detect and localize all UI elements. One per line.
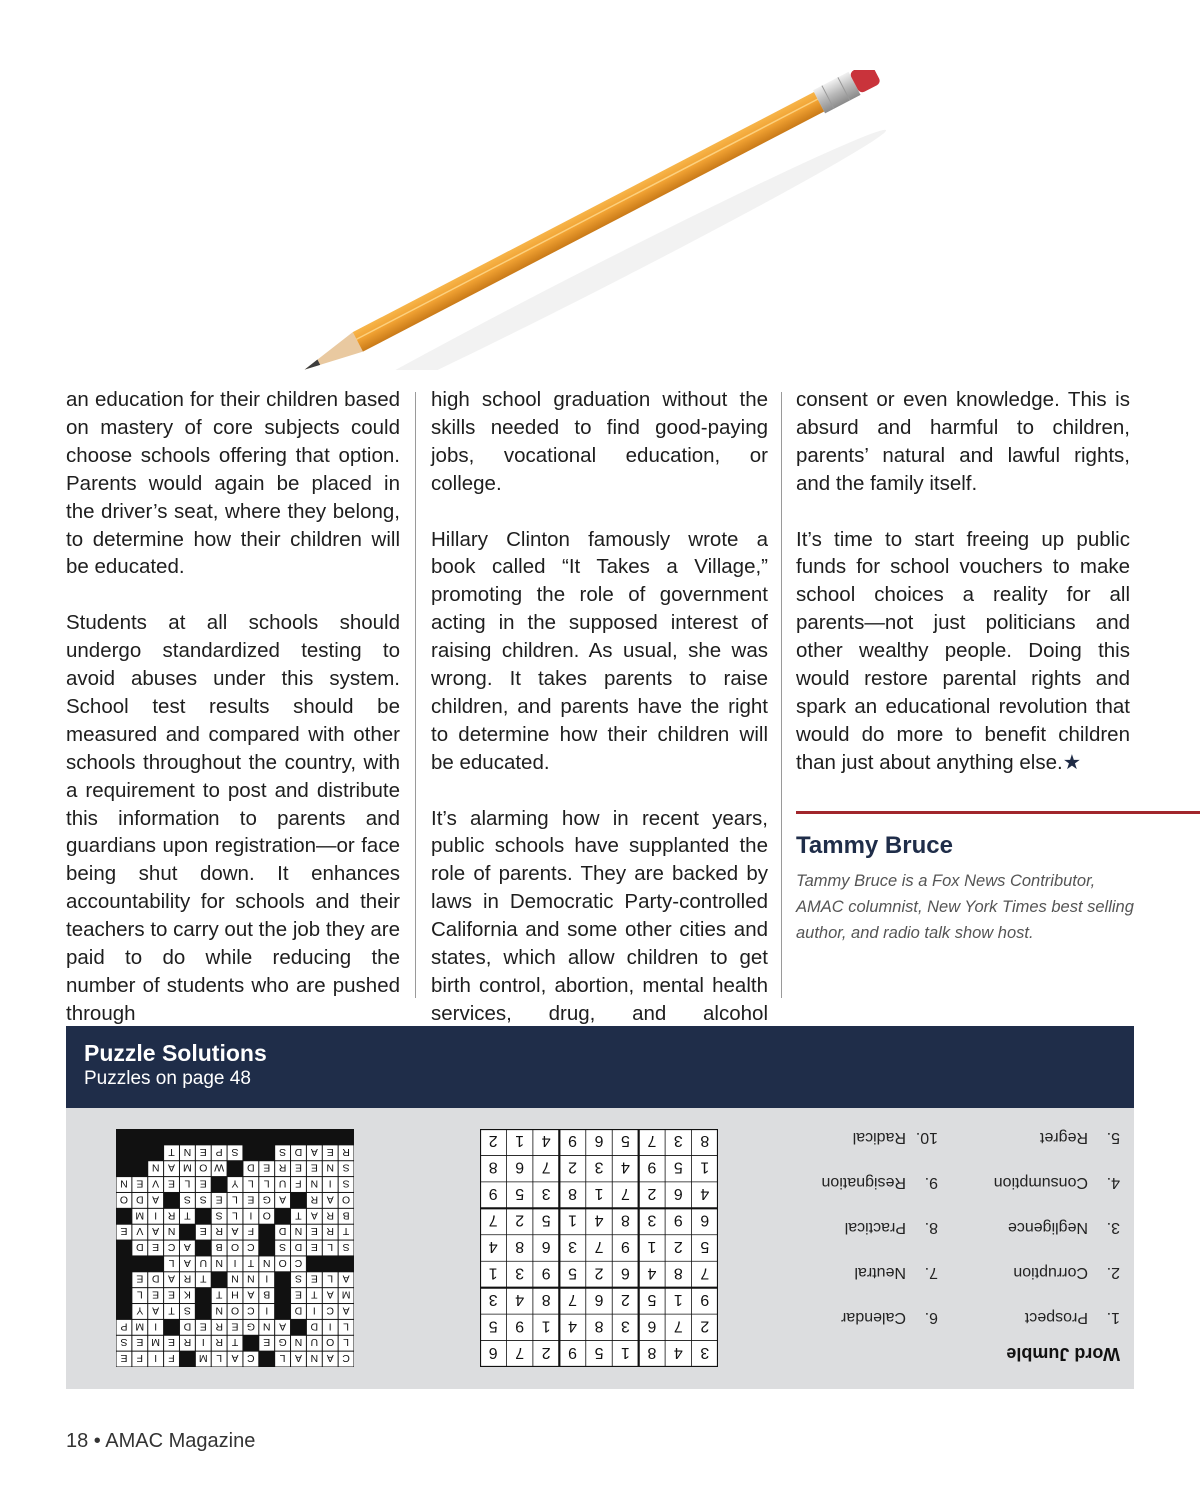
sudoku-digit: 2 — [647, 1185, 657, 1203]
sudoku-digit: 5 — [568, 1264, 578, 1282]
crossword-letter: M — [135, 1320, 145, 1333]
crossword-letter: N — [215, 1256, 223, 1269]
crossword-letter: S — [231, 1145, 239, 1158]
end-star-icon: ★ — [1062, 750, 1082, 774]
crossword-letter: Y — [231, 1177, 239, 1190]
crossword-letter: E — [294, 1288, 302, 1301]
article-paragraph: high school graduation without the skills needed to find good-paying jobs, vocational education, or college. — [431, 388, 768, 495]
word-jumble-item: 3.Negligence — [1007, 1219, 1120, 1236]
word-jumble-item: 10.Radical — [852, 1129, 938, 1146]
crossword-letter: L — [168, 1256, 175, 1269]
sudoku-digit: 6 — [647, 1317, 657, 1335]
crossword-letter: P — [120, 1320, 128, 1333]
author-divider — [796, 811, 1200, 814]
crossword-letter: E — [263, 1161, 271, 1174]
crossword-letter: F — [247, 1225, 255, 1238]
sudoku-digit: 1 — [594, 1185, 604, 1203]
crossword-letter: B — [263, 1288, 271, 1301]
crossword-letter: C — [247, 1241, 255, 1253]
crossword-letter: S — [279, 1241, 287, 1253]
sudoku-digit: 5 — [673, 1158, 683, 1176]
crossword-letter: H — [231, 1288, 239, 1301]
crossword-letter: O — [119, 1193, 129, 1206]
crossword-letter: V — [152, 1177, 160, 1190]
crossword-letter: M — [183, 1161, 192, 1174]
crossword-letter: C — [247, 1304, 255, 1317]
sudoku-digit: 4 — [594, 1211, 604, 1229]
sudoku-digit: 5 — [488, 1317, 498, 1335]
sudoku-digit: 5 — [620, 1132, 630, 1150]
article-paragraph: Hillary Clinton famously wrote a book called “It Takes a Village,” promoting the role of government acting in the supposed interest of raising children. As usual, she was wrong. It takes parents to raise children, and parents have the right to determine how their children will be educated. — [431, 527, 768, 774]
crossword-letter: E — [136, 1272, 144, 1285]
sudoku-digit: 5 — [647, 1290, 657, 1308]
word-jumble-item: 6.Calendar — [841, 1309, 938, 1326]
crossword-letter: I — [201, 1336, 205, 1349]
crossword-letter: E — [136, 1336, 144, 1349]
crossword-letter: E — [263, 1336, 271, 1349]
crossword-letter: E — [152, 1241, 160, 1253]
crossword-letter: I — [154, 1352, 158, 1365]
crossword-letter: T — [231, 1336, 239, 1349]
crossword-letter: C — [342, 1352, 350, 1365]
crossword-letter: D — [136, 1241, 144, 1253]
crossword-letter: A — [247, 1288, 255, 1301]
sudoku-digit: 9 — [700, 1290, 710, 1308]
crossword-letter: M — [341, 1288, 351, 1301]
sudoku-digit: 7 — [568, 1290, 578, 1308]
sudoku-digit: 4 — [488, 1238, 498, 1255]
crossword-letter: A — [231, 1225, 239, 1238]
crossword-letter: R — [215, 1225, 223, 1238]
word-jumble-item: 4.Consumption — [993, 1174, 1120, 1191]
sudoku-digit: 6 — [620, 1264, 630, 1282]
sudoku-digit: 7 — [700, 1264, 710, 1282]
sudoku-digit: 4 — [568, 1317, 578, 1335]
sudoku-digit: 7 — [594, 1238, 604, 1255]
word-jumble-title: Word Jumble — [1006, 1344, 1120, 1364]
crossword-letter: N — [262, 1320, 271, 1333]
crossword-letter: I — [312, 1304, 316, 1317]
crossword-letter: E — [310, 1272, 318, 1285]
crossword-letter: S — [199, 1193, 207, 1206]
crossword-letter: Y — [136, 1304, 144, 1317]
word-jumble-item: 5.Regret — [1039, 1129, 1120, 1146]
crossword-letter: K — [183, 1288, 191, 1301]
crossword-letter: L — [279, 1352, 286, 1365]
crossword-letter: A — [294, 1352, 302, 1365]
sudoku-digit: 7 — [515, 1343, 525, 1361]
sudoku-digit: 7 — [541, 1158, 551, 1176]
crossword-letter: O — [230, 1241, 240, 1253]
crossword-letter: S — [183, 1193, 191, 1206]
crossword-letter: A — [279, 1193, 287, 1206]
crossword-letter: E — [310, 1241, 318, 1253]
crossword-letter: B — [215, 1241, 223, 1253]
sudoku-digit: 2 — [515, 1211, 525, 1229]
crossword-letter: A — [183, 1241, 191, 1253]
crossword-letter: I — [154, 1320, 158, 1333]
crossword-letter: A — [326, 1352, 334, 1365]
crossword-letter: L — [247, 1177, 254, 1190]
sudoku-digit: 1 — [568, 1211, 578, 1229]
crossword-letter: T — [200, 1272, 207, 1285]
crossword-letter: L — [232, 1193, 238, 1206]
word-jumble-item: 1.Prospect — [1024, 1309, 1120, 1326]
sudoku-digit: 3 — [515, 1264, 525, 1282]
sudoku-digit: 9 — [515, 1317, 525, 1335]
sudoku-digit: 5 — [700, 1238, 710, 1255]
crossword-letter: E — [199, 1225, 207, 1238]
article-paragraph: It’s time to start freeing up public funds for school vouchers to make school choices a reality for all parents—not just politicians and other wealthy people. Doing this would restore parental rights and spark an educational revolution that would do more to benefit children than just about anything else. — [796, 527, 1130, 774]
sudoku-digit: 1 — [647, 1238, 657, 1255]
crossword-letter: R — [167, 1209, 176, 1222]
crossword-letter: S — [342, 1177, 350, 1190]
word-jumble-solution — [790, 1124, 1120, 1364]
crossword-letter: N — [310, 1177, 319, 1190]
crossword-letter: D — [151, 1272, 160, 1285]
crossword-letter: R — [215, 1336, 223, 1349]
sudoku-digit: 1 — [488, 1264, 498, 1282]
sudoku-digit: 3 — [700, 1343, 710, 1361]
sudoku-digit: 1 — [673, 1290, 683, 1308]
crossword-letter: O — [326, 1336, 335, 1349]
crossword-letter: G — [246, 1320, 255, 1333]
crossword-letter: A — [342, 1272, 350, 1285]
crossword-letter: L — [184, 1177, 191, 1190]
crossword-letter: A — [152, 1225, 160, 1238]
crossword-letter: E — [168, 1288, 176, 1301]
crossword-letter: E — [120, 1352, 128, 1365]
crossword-letter: A — [183, 1256, 191, 1269]
sudoku-digit: 4 — [541, 1132, 551, 1150]
puzzle-solutions-subtitle: Puzzles on page 48 — [84, 1068, 251, 1089]
sudoku-digit: 1 — [620, 1343, 630, 1361]
sudoku-digit: 5 — [541, 1211, 551, 1229]
crossword-letter: C — [247, 1352, 255, 1365]
crossword-letter: N — [326, 1161, 334, 1174]
crossword-letter: E — [310, 1225, 318, 1238]
crossword-letter: N — [120, 1177, 128, 1190]
article-column-1 — [66, 386, 400, 1028]
crossword-letter: C — [326, 1304, 334, 1317]
crossword-letter: C — [294, 1256, 303, 1269]
crossword-letter: N — [310, 1352, 319, 1365]
crossword-letter: O — [278, 1256, 287, 1269]
crossword-letter: O — [199, 1161, 208, 1174]
crossword-letter: N — [262, 1256, 271, 1269]
crossword-solution-grid — [116, 1129, 354, 1367]
sudoku-digit: 4 — [700, 1185, 710, 1203]
sudoku-digit: 3 — [594, 1158, 604, 1176]
sudoku-digit: 1 — [700, 1158, 710, 1176]
crossword-letter: I — [328, 1320, 332, 1333]
page-footer: 18 • AMAC Magazine — [66, 1430, 256, 1452]
crossword-letter: T — [168, 1304, 175, 1317]
sudoku-digit: 8 — [488, 1158, 498, 1176]
crossword-letter: N — [247, 1272, 255, 1285]
sudoku-digit: 3 — [647, 1211, 657, 1229]
crossword-letter: U — [278, 1177, 287, 1190]
crossword-letter: E — [199, 1145, 207, 1158]
crossword-letter: E — [199, 1320, 207, 1333]
crossword-letter: G — [278, 1336, 287, 1349]
sudoku-digit: 4 — [647, 1264, 657, 1282]
crossword-letter: R — [326, 1225, 334, 1238]
word-jumble-item: 9.Resignation — [821, 1174, 938, 1191]
sudoku-digit: 2 — [488, 1132, 498, 1150]
crossword-letter: A — [279, 1320, 287, 1333]
sudoku-digit: 6 — [700, 1211, 710, 1229]
crossword-letter: I — [265, 1304, 269, 1317]
crossword-letter: L — [136, 1288, 143, 1301]
sudoku-digit: 9 — [488, 1185, 498, 1203]
crossword-letter: U — [310, 1336, 319, 1349]
sudoku-digit: 2 — [673, 1238, 683, 1255]
author-bio: Tammy Bruce is a Fox News Contributor, AMAC columnist, New York Times best selling author, and radio talk show host. — [796, 872, 1134, 942]
article-column-2 — [431, 386, 768, 1084]
sudoku-digit: 6 — [594, 1132, 604, 1150]
crossword-letter: T — [168, 1145, 175, 1158]
crossword-letter: L — [263, 1177, 270, 1190]
word-jumble-item: 7.Neutral — [854, 1264, 938, 1281]
crossword-letter: M — [135, 1209, 145, 1222]
sudoku-digit: 9 — [541, 1264, 551, 1282]
crossword-letter: M — [151, 1336, 161, 1349]
sudoku-digit: 6 — [488, 1343, 498, 1361]
sudoku-digit: 3 — [488, 1290, 498, 1308]
sudoku-digit: 1 — [541, 1317, 551, 1335]
crossword-letter: L — [327, 1272, 334, 1285]
crossword-letter: E — [199, 1177, 207, 1190]
crossword-letter: D — [294, 1241, 303, 1253]
crossword-letter: D — [136, 1193, 144, 1206]
crossword-letter: R — [326, 1209, 334, 1222]
sudoku-digit: 6 — [673, 1185, 683, 1203]
sudoku-digit: 2 — [568, 1158, 578, 1176]
crossword-letter: D — [310, 1320, 319, 1333]
sudoku-digit: 6 — [594, 1290, 604, 1308]
sudoku-digit: 2 — [541, 1343, 551, 1361]
sudoku-digit: 6 — [541, 1238, 551, 1255]
sudoku-digit: 3 — [568, 1238, 578, 1255]
sudoku-digit: 9 — [620, 1238, 630, 1255]
crossword-letter: A — [168, 1161, 176, 1174]
crossword-letter: T — [311, 1288, 318, 1301]
crossword-letter: D — [183, 1320, 192, 1333]
sudoku-digit: 8 — [620, 1211, 630, 1229]
crossword-letter: L — [343, 1320, 349, 1333]
crossword-letter: N — [215, 1304, 223, 1317]
crossword-letter: A — [152, 1304, 160, 1317]
crossword-letter: D — [294, 1145, 303, 1158]
article-paragraph: It’s alarming how in recent years, public schools have supplanted the role of parents. They are backed by laws in Democratic Party-controlled California and some other cities and states, which allow children to get birth control, abortion, mental health services, drug, and alcohol — [431, 806, 768, 1025]
crossword-letter: R — [310, 1193, 319, 1206]
crossword-letter: C — [167, 1241, 176, 1253]
crossword-letter: F — [168, 1352, 175, 1365]
sudoku-digit: 8 — [515, 1238, 525, 1255]
crossword-letter: N — [183, 1145, 192, 1158]
sudoku-digit: 8 — [647, 1343, 657, 1361]
crossword-letter: A — [326, 1288, 334, 1301]
article-column-3 — [796, 386, 1130, 777]
word-jumble-item: 2.Corruption — [1013, 1264, 1120, 1281]
crossword-letter: F — [136, 1352, 144, 1365]
crossword-letter: A — [152, 1193, 160, 1206]
crossword-letter: A — [310, 1145, 318, 1158]
sudoku-digit: 7 — [488, 1211, 498, 1229]
crossword-letter: R — [278, 1161, 287, 1174]
crossword-letter: D — [247, 1161, 255, 1174]
sudoku-digit: 8 — [541, 1290, 551, 1308]
crossword-letter: S — [183, 1304, 191, 1317]
crossword-letter: D — [294, 1304, 303, 1317]
crossword-letter: D — [278, 1225, 287, 1238]
crossword-letter: A — [326, 1193, 334, 1206]
crossword-letter: W — [214, 1161, 225, 1174]
crossword-letter: S — [342, 1161, 350, 1174]
crossword-letter: N — [151, 1161, 160, 1174]
crossword-letter: T — [295, 1209, 302, 1222]
crossword-letter: I — [154, 1209, 158, 1222]
sudoku-digit: 9 — [568, 1132, 578, 1150]
sudoku-digit: 3 — [673, 1132, 683, 1150]
crossword-letter: B — [342, 1209, 350, 1222]
crossword-letter: I — [328, 1177, 332, 1190]
crossword-letter: E — [120, 1225, 128, 1238]
crossword-letter: O — [230, 1304, 240, 1317]
puzzle-solutions-title: Puzzle Solutions — [84, 1040, 267, 1066]
crossword-letter: I — [233, 1256, 237, 1269]
crossword-letter: L — [216, 1352, 223, 1365]
column-divider — [415, 392, 416, 998]
crossword-letter: A — [231, 1352, 239, 1365]
crossword-letter: E — [294, 1161, 302, 1174]
pencil-illustration — [262, 70, 962, 370]
crossword-letter: A — [342, 1304, 350, 1317]
sudoku-digit: 5 — [594, 1343, 604, 1361]
crossword-letter: A — [168, 1272, 176, 1285]
crossword-letter: N — [294, 1225, 303, 1238]
crossword-letter: T — [215, 1288, 223, 1301]
sudoku-digit: 8 — [568, 1185, 578, 1203]
crossword-letter: N — [231, 1272, 239, 1285]
sudoku-digit: 4 — [673, 1343, 683, 1361]
crossword-letter: E — [326, 1145, 334, 1158]
crossword-letter: N — [294, 1336, 303, 1349]
sudoku-digit: 7 — [647, 1132, 657, 1150]
crossword-letter: A — [310, 1209, 318, 1222]
sudoku-digit: 5 — [515, 1185, 525, 1203]
sudoku-digit: 2 — [594, 1264, 604, 1282]
crossword-letter: T — [184, 1209, 191, 1222]
crossword-letter: G — [262, 1193, 271, 1206]
sudoku-digit: 1 — [515, 1132, 525, 1150]
crossword-letter: U — [199, 1256, 208, 1269]
crossword-letter: T — [342, 1225, 350, 1238]
article-paragraph: an education for their children based on mastery of core subjects could choose schools offering that option. Parents would again be placed in the driver’s seat, where they belong, to determine how their children will be educated. — [66, 388, 400, 579]
crossword-letter: L — [327, 1241, 334, 1253]
crossword-letter: V — [136, 1225, 144, 1238]
puzzle-solutions-header — [66, 1026, 1134, 1108]
crossword-letter: S — [342, 1241, 350, 1253]
crossword-letter: O — [262, 1209, 271, 1222]
crossword-letter: R — [183, 1336, 192, 1349]
sudoku-digit: 8 — [673, 1264, 683, 1282]
crossword-letter: P — [215, 1145, 223, 1158]
crossword-letter: E — [136, 1177, 144, 1190]
crossword-letter: I — [249, 1209, 253, 1222]
sudoku-digit: 3 — [541, 1185, 551, 1203]
crossword-letter: O — [341, 1193, 351, 1206]
crossword-letter: S — [215, 1209, 223, 1222]
crossword-letter: S — [279, 1145, 287, 1158]
crossword-letter: E — [168, 1177, 176, 1190]
crossword-letter: I — [265, 1272, 269, 1285]
sudoku-digit: 4 — [515, 1290, 525, 1308]
sudoku-digit: 2 — [700, 1317, 710, 1335]
sudoku-digit: 8 — [700, 1132, 710, 1150]
sudoku-digit: 3 — [620, 1317, 630, 1335]
crossword-letter: L — [343, 1336, 349, 1349]
sudoku-digit: 9 — [673, 1211, 683, 1229]
crossword-letter: E — [247, 1193, 255, 1206]
crossword-letter: R — [342, 1145, 350, 1158]
crossword-letter: E — [152, 1288, 160, 1301]
article-paragraph: consent or even knowledge. This is absurd and harmful to children, parents’ natural and lawful rights, and the family itself. — [796, 388, 1130, 495]
sudoku-digit: 6 — [515, 1158, 525, 1176]
sudoku-solution-grid — [480, 1129, 718, 1367]
crossword-letter: E — [310, 1161, 318, 1174]
sudoku-digit: 7 — [620, 1185, 630, 1203]
sudoku-digit: 9 — [647, 1158, 657, 1176]
crossword-letter: R — [183, 1272, 192, 1285]
column-divider — [781, 392, 782, 998]
crossword-letter: N — [167, 1225, 176, 1238]
sudoku-digit: 4 — [620, 1158, 630, 1176]
crossword-letter: T — [247, 1256, 255, 1269]
sudoku-digit: 9 — [568, 1343, 578, 1361]
crossword-letter: F — [295, 1177, 302, 1190]
crossword-letter: R — [215, 1320, 223, 1333]
crossword-letter: S — [294, 1272, 302, 1285]
crossword-letter: M — [198, 1352, 208, 1365]
crossword-letter: E — [168, 1336, 176, 1349]
crossword-letter: L — [232, 1209, 238, 1222]
sudoku-digit: 2 — [620, 1290, 630, 1308]
crossword-letter: S — [120, 1336, 128, 1349]
article-paragraph: Students at all schools should undergo standardized testing to avoid abuses under this system. School test results should be measured and compared with other schools throughout the country, with a requirement to post and distribute this information to parents and guardians upon registration—or face being shut down. It enhances accountability for schools and their teachers to carry out the job they are paid to do while reducing the number of students who are pushed through — [66, 611, 400, 1025]
word-jumble-item: 8.Practical — [844, 1219, 938, 1236]
author-name: Tammy Bruce — [796, 832, 953, 859]
sudoku-digit: 7 — [673, 1317, 683, 1335]
crossword-letter: E — [215, 1193, 223, 1206]
crossword-letter: E — [231, 1320, 239, 1333]
sudoku-digit: 8 — [594, 1317, 604, 1335]
